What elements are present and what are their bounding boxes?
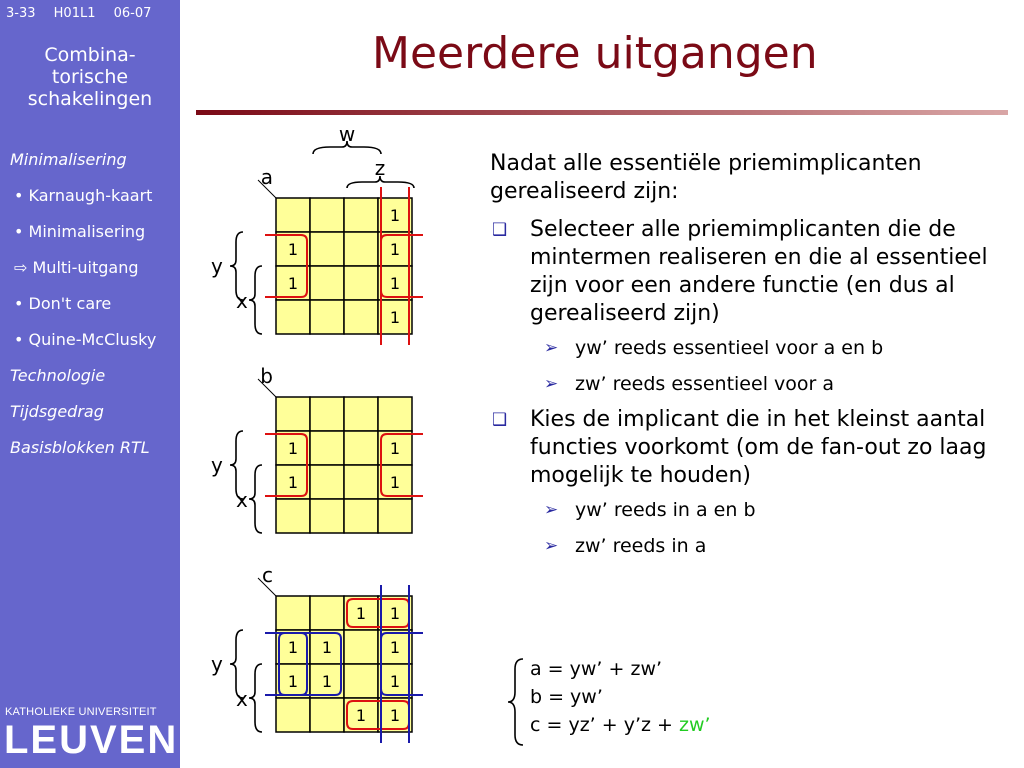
sub-bullet-text: yw’ reeds essentieel voor a en b xyxy=(575,337,884,359)
bullet-text: Selecteer alle priemimplicanten die de mintermen realiseren en die al essentieel zijn voor een andere functie (en dus al gerealiseerd zijn) xyxy=(530,217,988,326)
kmap-value: 1 xyxy=(389,604,401,623)
kmap-value: 1 xyxy=(287,638,299,657)
sub-bullet-item xyxy=(490,370,1010,398)
kmap-cell xyxy=(310,698,344,732)
kmap-cell xyxy=(344,630,378,664)
square-bullet-icon: ❑ xyxy=(492,410,508,430)
kmap-value: 1 xyxy=(287,439,299,458)
slide-title: Meerdere uitgangen xyxy=(372,28,818,79)
kmap-cell xyxy=(310,232,344,266)
kmap-label-x: x xyxy=(236,289,248,313)
arrowhead-bullet-icon: ➢ xyxy=(544,374,559,394)
section-title-line: schakelingen xyxy=(27,88,153,110)
bullet-text: Kies de implicant die in het kleinst aantal functies voorkomt (om de fan-out zo laag mogelijk te houden) xyxy=(530,407,987,488)
kmap-cell xyxy=(344,198,378,232)
sub-bullet-text: zw’ reeds essentieel voor a xyxy=(575,373,834,395)
kmap-cell xyxy=(276,596,310,630)
nav-item-tijdsgedrag[interactable]: Tijdsgedrag xyxy=(10,402,104,421)
bullet-item xyxy=(490,406,1010,490)
kmap-cell xyxy=(310,431,344,465)
sidebar-nav xyxy=(10,150,156,474)
sub-bullet-item xyxy=(490,334,1010,362)
karnaugh-maps xyxy=(190,120,440,750)
kmap-label-x: x xyxy=(236,687,248,711)
kmap-value: 1 xyxy=(389,308,401,327)
arrowhead-bullet-icon: ➢ xyxy=(544,500,559,520)
kmap-cell xyxy=(310,300,344,334)
kmap-name-a: a xyxy=(260,165,273,189)
equation-lines xyxy=(530,655,711,739)
kmap-cell xyxy=(344,499,378,533)
kmap-cell xyxy=(310,596,344,630)
course-code: H01L1 xyxy=(53,6,96,21)
nav-item-dont-care[interactable]: • Don't care xyxy=(14,294,112,313)
arrowhead-bullet-icon: ➢ xyxy=(544,338,559,358)
kmap-value: 1 xyxy=(355,706,367,725)
sub-bullet-item xyxy=(490,532,1010,560)
arrowhead-bullet-icon: ➢ xyxy=(544,536,559,556)
kmap-value: 1 xyxy=(389,206,401,225)
equation-b: b = yw’ xyxy=(530,686,603,708)
kmap-cell xyxy=(344,431,378,465)
kmap-value: 1 xyxy=(321,638,333,657)
slide-number: 3-33 xyxy=(6,6,36,21)
kmap-cell xyxy=(378,397,412,431)
kmap-cell xyxy=(344,397,378,431)
brace-z-icon xyxy=(347,176,414,188)
kmap-value: 1 xyxy=(355,604,367,623)
kmap-cell xyxy=(344,664,378,698)
kmap-cell xyxy=(310,198,344,232)
kmap-label-x: x xyxy=(236,488,248,512)
kmap-value: 1 xyxy=(389,672,401,691)
equation-c-highlight: zw’ xyxy=(678,714,711,736)
kmap-value: 1 xyxy=(287,274,299,293)
kmap-label-y: y xyxy=(211,453,223,477)
kmap-cell xyxy=(310,499,344,533)
kmap-cell xyxy=(344,300,378,334)
brace-w-icon xyxy=(313,141,381,154)
kmap-label-y: y xyxy=(211,254,223,278)
equations-brace-icon xyxy=(505,657,527,747)
equation-c-terms: c = yz’ + y’z + xyxy=(530,714,679,736)
kmap-value: 1 xyxy=(321,672,333,691)
kmap-cell xyxy=(276,397,310,431)
equation-a: a = yw’ + zw’ xyxy=(530,658,663,680)
kmap-cell xyxy=(344,465,378,499)
kmap-name-b: b xyxy=(260,364,273,388)
academic-year: 06-07 xyxy=(113,6,152,21)
nav-item-basisblokken-rtl[interactable]: Basisblokken RTL xyxy=(10,438,150,457)
title-divider xyxy=(196,110,1008,115)
sub-bullet-text: zw’ reeds in a xyxy=(575,535,707,557)
kmap-value: 1 xyxy=(287,473,299,492)
kmap-label-z: z xyxy=(374,156,386,180)
nav-item-technologie[interactable]: Technologie xyxy=(10,366,106,385)
sidebar xyxy=(0,0,180,768)
equation-c xyxy=(530,711,711,739)
kmap-cell xyxy=(276,698,310,732)
kmap-cell xyxy=(276,300,310,334)
square-bullet-icon: ❑ xyxy=(492,220,508,240)
kmap-value: 1 xyxy=(389,706,401,725)
kmap-name-c: c xyxy=(262,563,273,587)
kmap-cell xyxy=(276,198,310,232)
intro-text: Nadat alle essentiële priemimplicanten gerealiseerd zijn: xyxy=(490,151,922,204)
nav-item-quine-mcclusky[interactable]: • Quine-McClusky xyxy=(14,330,157,349)
kmap-cell xyxy=(276,499,310,533)
university-logo-text: LEUVEN xyxy=(4,718,179,762)
kmap-value: 1 xyxy=(389,439,401,458)
kmap-value: 1 xyxy=(389,240,401,259)
kmap-value: 1 xyxy=(287,240,299,259)
kmap-cell xyxy=(310,397,344,431)
kmap-value: 1 xyxy=(389,274,401,293)
nav-item-karnaugh-kaart[interactable]: • Karnaugh-kaart xyxy=(14,186,153,205)
kmap-value: 1 xyxy=(287,672,299,691)
bullet-item xyxy=(490,216,1010,328)
nav-item-minimalisering[interactable]: Minimalisering xyxy=(10,150,127,169)
section-title-line: Combina- xyxy=(44,44,136,66)
kmap-cell xyxy=(310,465,344,499)
kmap-cell xyxy=(378,499,412,533)
kmap-label-y: y xyxy=(211,652,223,676)
university-name-small: KATHOLIEKE UNIVERSITEIT xyxy=(5,706,157,718)
slide-meta xyxy=(6,6,165,21)
section-title-line: torische xyxy=(51,66,129,88)
sub-bullet-item xyxy=(490,496,1010,524)
kmap-cell xyxy=(344,232,378,266)
brace-x-icon xyxy=(249,266,262,334)
kmap-cell xyxy=(344,266,378,300)
kmap-label-w: w xyxy=(338,122,356,146)
sub-bullet-text: yw’ reeds in a en b xyxy=(575,499,756,521)
kmap-value: 1 xyxy=(389,638,401,657)
brace-x-icon xyxy=(249,664,262,732)
nav-item-minimalisering-sub[interactable]: • Minimalisering xyxy=(14,222,146,241)
section-title xyxy=(0,44,180,110)
nav-item-multi-uitgang[interactable]: ⇨ Multi-uitgang xyxy=(14,258,139,277)
slide-content xyxy=(490,150,1010,568)
brace-x-icon xyxy=(249,465,262,533)
kmap-cell xyxy=(310,266,344,300)
kmap-value: 1 xyxy=(389,473,401,492)
